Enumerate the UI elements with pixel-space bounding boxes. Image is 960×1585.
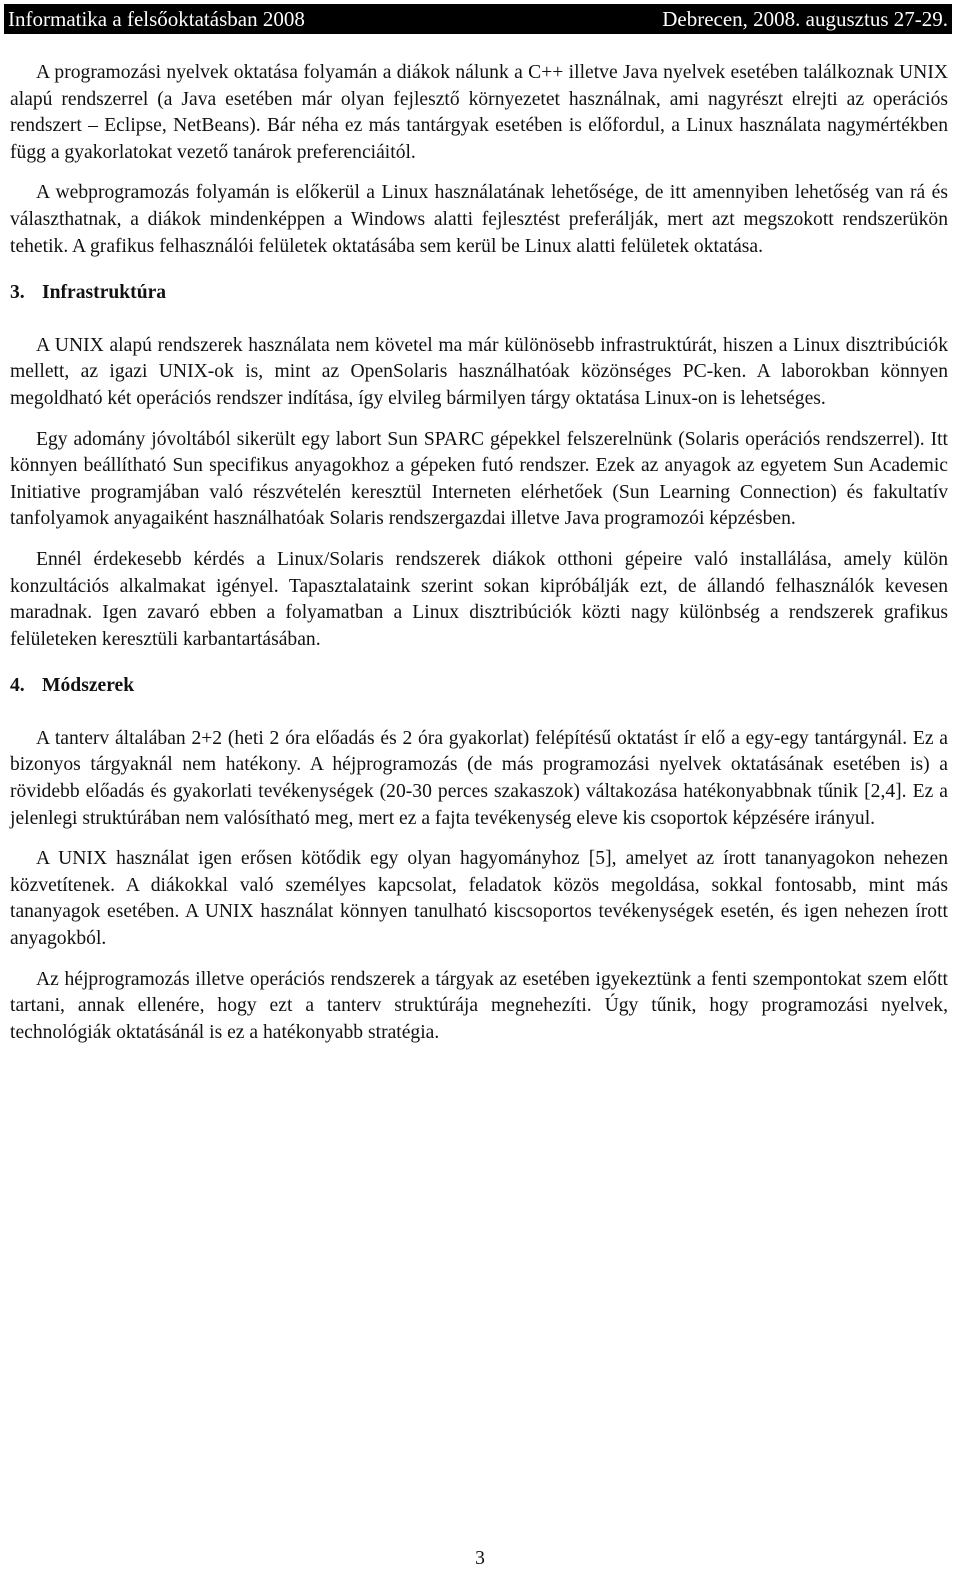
section-title: Módszerek [42,675,135,697]
section-number: 3. [10,282,25,304]
header-conference-title: Informatika a felsőoktatásban 2008 [8,6,305,31]
paragraph-intro-2: A webprogramozás folyamán is előkerül a Linux használatának lehetősége, de itt amennyiben lehetőség van rá és választhatnak, a diákok mindenképpen a Windows alatti fejlesztést preferálják, mert azt megszokott rendszerükön tehetik. A grafikus felhasználói felületek oktatásába sem kerül be Linux alatti felületek oktatása. [10,182,948,257]
section-number: 4. [10,675,25,697]
paragraph-intro-1: A programozási nyelvek oktatása folyamán a diákok nálunk a C++ illetve Java nyelvek esetében találkoznak UNIX alapú rendszerrel (a Java esetében már olyan fejlesztő környezetet használnak, ami nagyrészt elrejti az operációs rendszert – Eclipse, NetBeans). Bár néha ez más tantárgyak esetében is előfordul, a Linux használata nagymértékben függ a gyakorlatokat vezető tanárok preferenciáitól. [10,62,948,163]
running-header [4,4,952,34]
main-content [10,60,948,1060]
page-number: 3 [475,1548,485,1569]
section-heading-methods [10,673,948,700]
paragraph-methods-1: A tanterv általában 2+2 (heti 2 óra előadás és 2 óra gyakorlat) felépítésű oktatást ír elő a egy-egy tantárgynál. Ez a bizonyos tárgyaknál nem hatékony. A héjprogramozás (de más programozási nyelvek oktatásának esetében is) a rövidebb előadás és gyakorlati tevékenységek (20-30 perces szakaszok) váltakozása hatékonyabbnak tűnik [2,4]. Ez a jelenlegi struktúrában nem valósítható meg, mert ez a fajta tevékenység eleve kis csoportok képzésére irányul. [10,727,948,829]
paragraph-methods-3: Az héjprogramozás illetve operációs rendszerek a tárgyak az esetében igyekeztünk a fenti szempontokat szem előtt tartani, annak ellenére, hogy ezt a tanterv struktúrája megnehezíti. Úgy tűnik, hogy programozási nyelvek, technológiák oktatásánál is ez a hatékonyabb stratégia. [10,968,948,1043]
section-heading-infrastructure [10,280,948,307]
paragraph-infra-1: A UNIX alapú rendszerek használata nem követel ma már különösebb infrastruktúrát, hiszen a Linux disztribúciók mellett, az igazi UNIX-ok is, mint az OpenSolaris használhatóak közönséges PC-ken. A laborokban könnyen megoldható két operációs rendszer indítása, így elvileg bármilyen tárgy oktatása Linux-on is lehetséges. [10,334,948,409]
paragraph-infra-3: Ennél érdekesebb kérdés a Linux/Solaris rendszerek diákok otthoni gépeire való installálása, amely külön konzultációs alkalmakat igényel. Tapasztalataink szerint sokan kipróbálják ezt, de állandó felhasználók kevesen maradnak. Igen zavaró ebben a folyamatban a Linux disztribúciók közti nagy különbség a rendszerek grafikus felületeken keresztüli karbantartásában. [10,548,948,650]
header-location-date: Debrecen, 2008. augusztus 27-29. [662,6,948,31]
section-title: Infrastruktúra [42,282,167,304]
paragraph-infra-2: Egy adomány jóvoltából sikerült egy labort Sun SPARC gépekkel felszerelnünk (Solaris operációs rendszerrel). Itt könnyen beállítható Sun specifikus anyagokhoz a gépeken futó rendszer. Ezek az anyagok az egyetem Sun Academic Initiative programjában való részvételén keresztül Interneten elérhetőek (Sun Learning Connection) és fakultatív tanfolyamok anyagaiként használhatóak Solaris rendszergazdai illetve Java programozói képzésben. [10,428,948,530]
paragraph-methods-2: A UNIX használat igen erősen kötődik egy olyan hagyományhoz [5], amelyet az írott tananyagokon nehezen közvetítenek. A diákokkal való személyes kapcsolat, feladatok közös megoldása, sokkal fontosabb, mint más tananyagok esetében. A UNIX használat könnyen tanulható kiscsoportos tevékenységek esetén, és igen nehezen írott anyagokból. [10,848,948,950]
